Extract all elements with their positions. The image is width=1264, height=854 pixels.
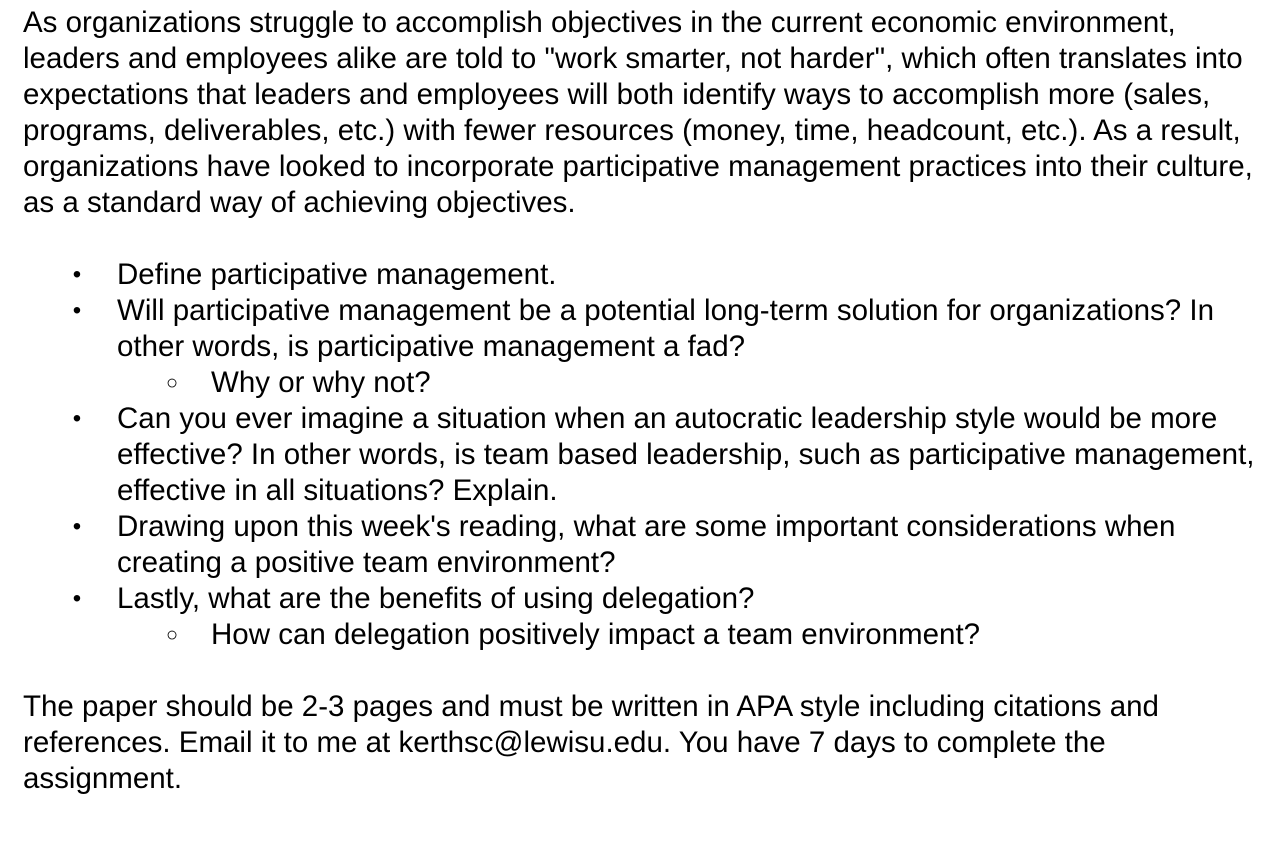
bullet-icon: • [72, 405, 82, 432]
circle-bullet-icon: ○ [165, 624, 179, 646]
sub-list [117, 365, 1259, 401]
sub-list-item-text: How can delegation positively impact a team environment? [211, 618, 981, 651]
list-item-text: Will participative management be a potential long-term solution for organizations? In other words, is participative management a fad? [117, 294, 1215, 363]
list-item [23, 509, 1259, 581]
bullet-icon: • [72, 261, 82, 288]
bullet-icon: • [72, 513, 82, 540]
list-item-text: Drawing upon this week's reading, what are some important considerations when creating a positive team environment? [117, 510, 1176, 579]
list-item [23, 581, 1259, 653]
sub-list-item [117, 617, 1259, 653]
sub-list [117, 617, 1259, 653]
paragraph-spacer [23, 221, 1259, 257]
sub-list-item-text: Why or why not? [211, 366, 431, 399]
closing-paragraph: The paper should be 2-3 pages and must be written in APA style including citations and references. Email it to me at kerthsc@lewisu.edu. You have 7 days to complete the assignment. [23, 690, 1159, 795]
list-item-text: Can you ever imagine a situation when an autocratic leadership style would be more effective? In other words, is team based leadership, such as participative management, effective in all situations? Explain. [117, 402, 1255, 507]
intro-paragraph: As organizations struggle to accomplish objectives in the current economic environment, leaders and employees alike are told to "work smarter, not harder", which often translates into expectations that leaders and employees will both identify ways to accomplish more (sales, programs, deliverables, etc.) with fewer resources (money, time, headcount, etc.). As a result, organizations have looked to incorporate participative management practices into their culture, as a standard way of achieving objectives. [23, 6, 1253, 219]
paragraph-spacer [23, 653, 1259, 689]
list-item [23, 293, 1259, 401]
list-item-text: Lastly, what are the benefits of using delegation? [117, 582, 755, 615]
sub-list-item [117, 365, 1259, 401]
list-item [23, 257, 1259, 293]
bullet-icon: • [72, 297, 82, 324]
list-item [23, 401, 1259, 509]
question-list [23, 257, 1259, 653]
circle-bullet-icon: ○ [165, 372, 179, 394]
bullet-icon: • [72, 585, 82, 612]
list-item-text: Define participative management. [117, 258, 557, 291]
assignment-document [23, 5, 1259, 797]
